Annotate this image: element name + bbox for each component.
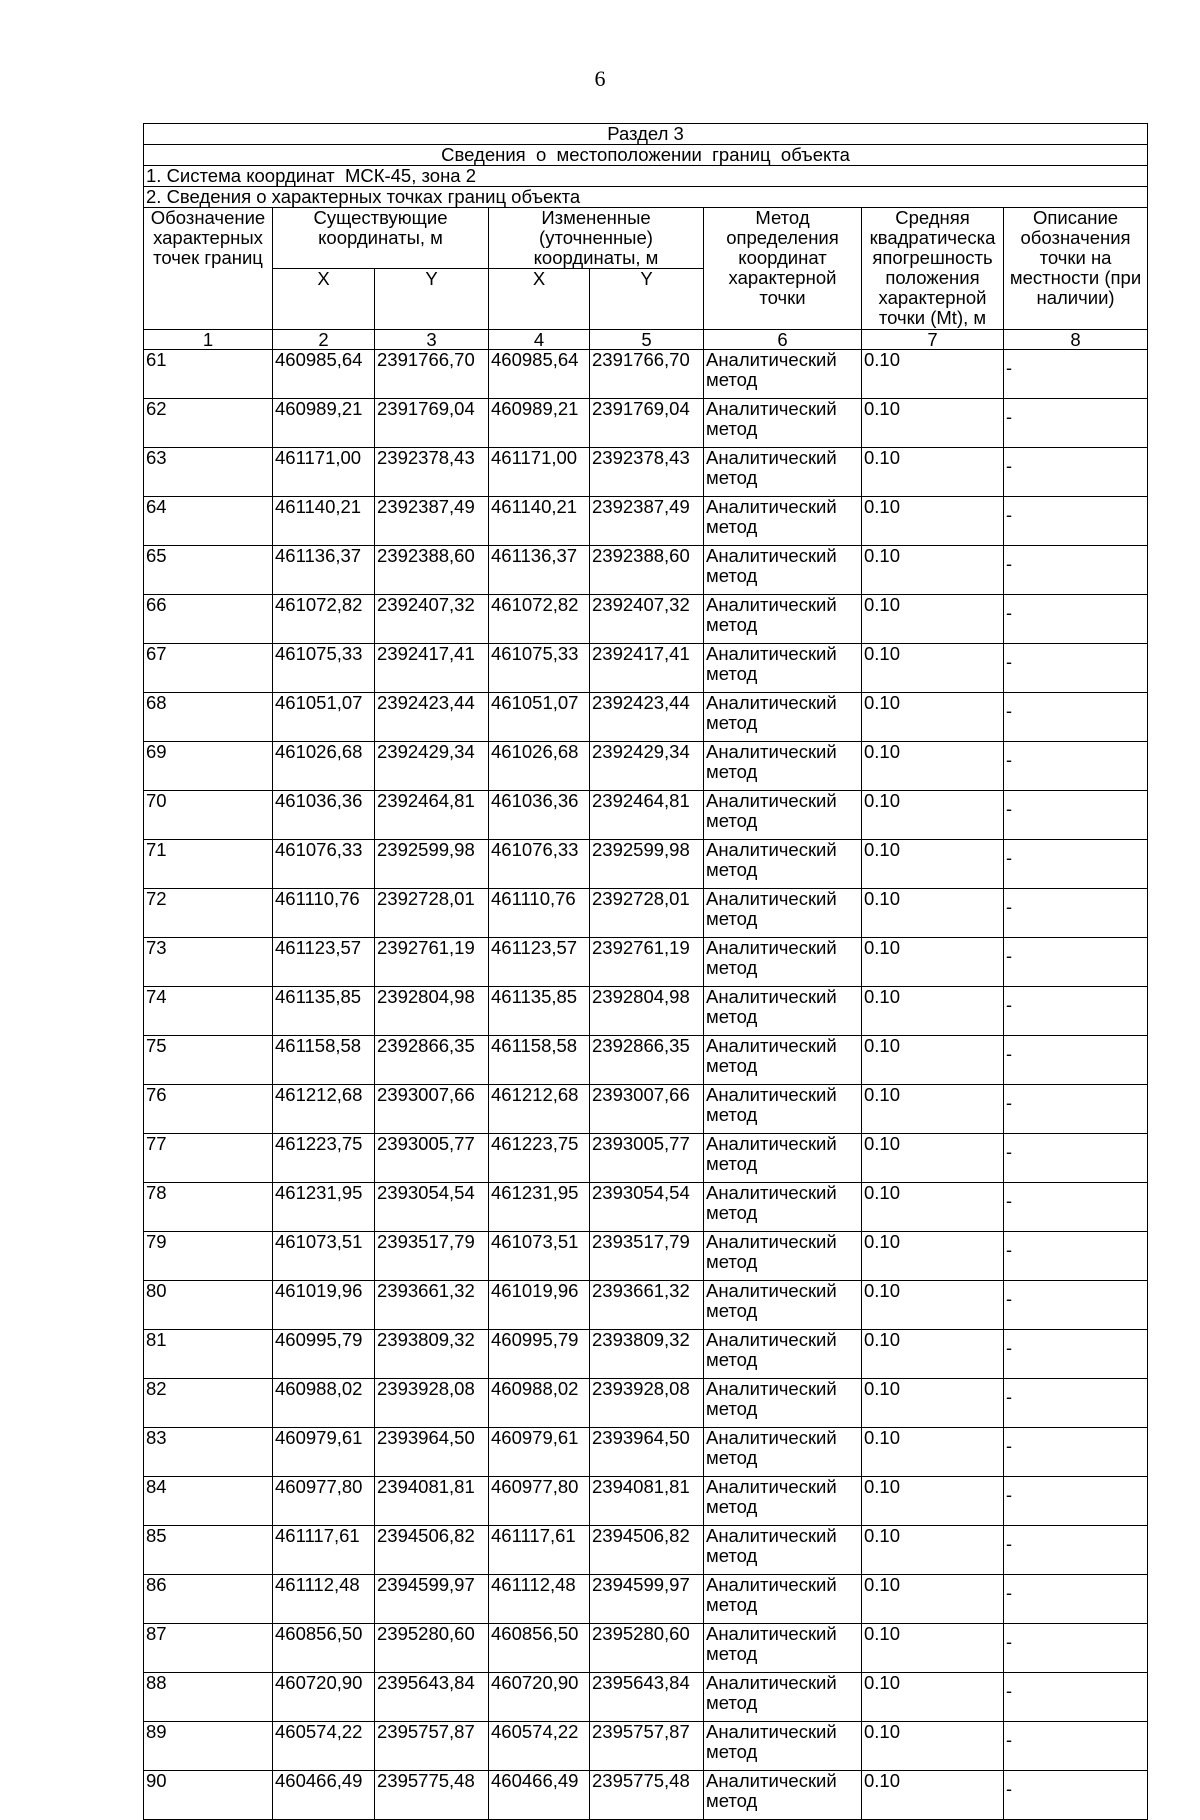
changed-y: 2393007,66: [590, 1085, 704, 1134]
changed-x: 460988,02: [489, 1379, 590, 1428]
existing-x: 461112,48: [273, 1575, 375, 1624]
column-number-row: [144, 330, 1148, 350]
table-row: [144, 987, 1148, 1036]
changed-x: 460979,61: [489, 1428, 590, 1477]
method: Аналитический метод: [704, 1134, 862, 1183]
existing-x: 460979,61: [273, 1428, 375, 1477]
existing-x: 461075,33: [273, 644, 375, 693]
existing-x: 461036,36: [273, 791, 375, 840]
table-row: [144, 742, 1148, 791]
point-number: 90: [144, 1771, 273, 1820]
changed-y: 2392761,19: [590, 938, 704, 987]
table-row: [144, 1085, 1148, 1134]
point-number: 70: [144, 791, 273, 840]
changed-x: 461019,96: [489, 1281, 590, 1330]
points-heading: 2. Сведения о характерных точках границ объекта: [144, 187, 1148, 208]
point-description: -: [1004, 1134, 1148, 1183]
mean-error: 0.10: [862, 1477, 1004, 1526]
point-number: 86: [144, 1575, 273, 1624]
method: Аналитический метод: [704, 1624, 862, 1673]
changed-y: 2391769,04: [590, 399, 704, 448]
table-title: Сведения о местоположении границ объекта: [144, 145, 1148, 166]
changed-y: 2393517,79: [590, 1232, 704, 1281]
mean-error: 0.10: [862, 791, 1004, 840]
table-row: [144, 791, 1148, 840]
point-description: -: [1004, 350, 1148, 399]
table-row: [144, 938, 1148, 987]
point-number: 81: [144, 1330, 273, 1379]
changed-y: 2395757,87: [590, 1722, 704, 1771]
boundary-points-table: [143, 123, 1148, 1820]
method: Аналитический метод: [704, 889, 862, 938]
column-number: 2: [273, 330, 375, 350]
existing-y: 2393007,66: [375, 1085, 489, 1134]
method: Аналитический метод: [704, 448, 862, 497]
method: Аналитический метод: [704, 1477, 862, 1526]
header-error: Средняя квадратическа япогрешность положения характерной точки (Mt), м: [862, 208, 1004, 330]
changed-x: 461051,07: [489, 693, 590, 742]
table-row: [144, 889, 1148, 938]
changed-x: 461117,61: [489, 1526, 590, 1575]
table-row: [144, 448, 1148, 497]
point-description: -: [1004, 1428, 1148, 1477]
existing-x: 460720,90: [273, 1673, 375, 1722]
point-description: -: [1004, 399, 1148, 448]
point-description: -: [1004, 1085, 1148, 1134]
method: Аналитический метод: [704, 595, 862, 644]
changed-y: 2391766,70: [590, 350, 704, 399]
changed-x: 461223,75: [489, 1134, 590, 1183]
changed-y: 2392804,98: [590, 987, 704, 1036]
existing-y: 2392423,44: [375, 693, 489, 742]
changed-x: 460856,50: [489, 1624, 590, 1673]
mean-error: 0.10: [862, 1379, 1004, 1428]
mean-error: 0.10: [862, 987, 1004, 1036]
mean-error: 0.10: [862, 399, 1004, 448]
method: Аналитический метод: [704, 1379, 862, 1428]
method: Аналитический метод: [704, 742, 862, 791]
existing-y: 2394599,97: [375, 1575, 489, 1624]
point-number: 72: [144, 889, 273, 938]
existing-x: 460989,21: [273, 399, 375, 448]
existing-x: 460574,22: [273, 1722, 375, 1771]
header-x-existing: X: [273, 269, 375, 330]
point-number: 62: [144, 399, 273, 448]
changed-x: 461231,95: [489, 1183, 590, 1232]
header-designation: Обозначение характерных точек границ: [144, 208, 273, 330]
existing-y: 2395643,84: [375, 1673, 489, 1722]
point-description: -: [1004, 546, 1148, 595]
point-number: 61: [144, 350, 273, 399]
table-row: [144, 1281, 1148, 1330]
method: Аналитический метод: [704, 987, 862, 1036]
existing-y: 2392728,01: [375, 889, 489, 938]
changed-x: 461026,68: [489, 742, 590, 791]
existing-y: 2392388,60: [375, 546, 489, 595]
point-number: 73: [144, 938, 273, 987]
point-description: -: [1004, 1477, 1148, 1526]
existing-x: 461110,76: [273, 889, 375, 938]
mean-error: 0.10: [862, 350, 1004, 399]
existing-x: 461223,75: [273, 1134, 375, 1183]
point-description: -: [1004, 1281, 1148, 1330]
mean-error: 0.10: [862, 1085, 1004, 1134]
existing-y: 2392761,19: [375, 938, 489, 987]
table-row: [144, 1428, 1148, 1477]
header-description: Описание обозначения точки на местности (при наличии): [1004, 208, 1148, 330]
existing-x: 460466,49: [273, 1771, 375, 1820]
existing-y: 2393964,50: [375, 1428, 489, 1477]
header-y-changed: Y: [590, 269, 704, 330]
existing-x: 461136,37: [273, 546, 375, 595]
point-description: -: [1004, 693, 1148, 742]
section-title: Раздел 3: [144, 124, 1148, 145]
mean-error: 0.10: [862, 448, 1004, 497]
changed-y: 2392866,35: [590, 1036, 704, 1085]
changed-y: 2392407,32: [590, 595, 704, 644]
point-description: -: [1004, 987, 1148, 1036]
point-number: 88: [144, 1673, 273, 1722]
point-number: 85: [144, 1526, 273, 1575]
column-number: 7: [862, 330, 1004, 350]
point-number: 68: [144, 693, 273, 742]
changed-y: 2392423,44: [590, 693, 704, 742]
changed-x: 460989,21: [489, 399, 590, 448]
method: Аналитический метод: [704, 693, 862, 742]
changed-y: 2393809,32: [590, 1330, 704, 1379]
existing-y: 2392429,34: [375, 742, 489, 791]
existing-y: 2393809,32: [375, 1330, 489, 1379]
existing-y: 2393661,32: [375, 1281, 489, 1330]
point-number: 63: [144, 448, 273, 497]
table-row: [144, 1624, 1148, 1673]
point-number: 67: [144, 644, 273, 693]
table-row: [144, 1477, 1148, 1526]
changed-y: 2395280,60: [590, 1624, 704, 1673]
mean-error: 0.10: [862, 1232, 1004, 1281]
mean-error: 0.10: [862, 1428, 1004, 1477]
changed-y: 2393964,50: [590, 1428, 704, 1477]
point-description: -: [1004, 1232, 1148, 1281]
point-number: 84: [144, 1477, 273, 1526]
table-row: [144, 350, 1148, 399]
existing-x: 461231,95: [273, 1183, 375, 1232]
existing-y: 2393517,79: [375, 1232, 489, 1281]
column-number: 3: [375, 330, 489, 350]
method: Аналитический метод: [704, 399, 862, 448]
point-description: -: [1004, 1575, 1148, 1624]
mean-error: 0.10: [862, 938, 1004, 987]
point-description: -: [1004, 1183, 1148, 1232]
point-description: -: [1004, 1722, 1148, 1771]
mean-error: 0.10: [862, 889, 1004, 938]
method: Аналитический метод: [704, 1428, 862, 1477]
mean-error: 0.10: [862, 1526, 1004, 1575]
table-row: [144, 1036, 1148, 1085]
changed-y: 2392378,43: [590, 448, 704, 497]
changed-x: 460977,80: [489, 1477, 590, 1526]
changed-x: 461123,57: [489, 938, 590, 987]
changed-x: 461110,76: [489, 889, 590, 938]
point-description: -: [1004, 644, 1148, 693]
mean-error: 0.10: [862, 1281, 1004, 1330]
method: Аналитический метод: [704, 1771, 862, 1820]
changed-y: 2392387,49: [590, 497, 704, 546]
column-number: 6: [704, 330, 862, 350]
point-number: 78: [144, 1183, 273, 1232]
table-row: [144, 1526, 1148, 1575]
header-x-changed: X: [489, 269, 590, 330]
point-description: -: [1004, 1379, 1148, 1428]
existing-y: 2394081,81: [375, 1477, 489, 1526]
point-number: 80: [144, 1281, 273, 1330]
table-row: [144, 1673, 1148, 1722]
point-number: 64: [144, 497, 273, 546]
existing-y: 2392464,81: [375, 791, 489, 840]
point-number: 89: [144, 1722, 273, 1771]
method: Аналитический метод: [704, 791, 862, 840]
changed-y: 2392429,34: [590, 742, 704, 791]
changed-x: 461075,33: [489, 644, 590, 693]
method: Аналитический метод: [704, 1526, 862, 1575]
column-number: 1: [144, 330, 273, 350]
point-number: 75: [144, 1036, 273, 1085]
changed-x: 460574,22: [489, 1722, 590, 1771]
changed-y: 2395643,84: [590, 1673, 704, 1722]
point-description: -: [1004, 595, 1148, 644]
existing-y: 2391769,04: [375, 399, 489, 448]
point-number: 77: [144, 1134, 273, 1183]
method: Аналитический метод: [704, 546, 862, 595]
method: Аналитический метод: [704, 938, 862, 987]
existing-y: 2392599,98: [375, 840, 489, 889]
changed-x: 461212,68: [489, 1085, 590, 1134]
mean-error: 0.10: [862, 742, 1004, 791]
changed-x: 460720,90: [489, 1673, 590, 1722]
changed-x: 460985,64: [489, 350, 590, 399]
changed-y: 2395775,48: [590, 1771, 704, 1820]
point-number: 74: [144, 987, 273, 1036]
existing-x: 460988,02: [273, 1379, 375, 1428]
existing-y: 2391766,70: [375, 350, 489, 399]
method: Аналитический метод: [704, 497, 862, 546]
table-row: [144, 840, 1148, 889]
mean-error: 0.10: [862, 1183, 1004, 1232]
point-description: -: [1004, 497, 1148, 546]
table-row: [144, 1771, 1148, 1820]
changed-y: 2392417,41: [590, 644, 704, 693]
method: Аналитический метод: [704, 1281, 862, 1330]
mean-error: 0.10: [862, 497, 1004, 546]
mean-error: 0.10: [862, 1330, 1004, 1379]
point-description: -: [1004, 1036, 1148, 1085]
point-number: 87: [144, 1624, 273, 1673]
existing-x: 461123,57: [273, 938, 375, 987]
method: Аналитический метод: [704, 1183, 862, 1232]
existing-x: 460977,80: [273, 1477, 375, 1526]
existing-x: 461076,33: [273, 840, 375, 889]
changed-y: 2392464,81: [590, 791, 704, 840]
existing-x: 461135,85: [273, 987, 375, 1036]
changed-x: 461136,37: [489, 546, 590, 595]
method: Аналитический метод: [704, 644, 862, 693]
mean-error: 0.10: [862, 1036, 1004, 1085]
mean-error: 0.10: [862, 1575, 1004, 1624]
existing-y: 2392417,41: [375, 644, 489, 693]
existing-x: 461073,51: [273, 1232, 375, 1281]
existing-y: 2393005,77: [375, 1134, 489, 1183]
changed-x: 461073,51: [489, 1232, 590, 1281]
table-row: [144, 693, 1148, 742]
existing-y: 2395280,60: [375, 1624, 489, 1673]
table-row: [144, 1379, 1148, 1428]
existing-x: 461072,82: [273, 595, 375, 644]
header-changed-coordinates: Измененные (уточненные) координаты, м: [489, 208, 704, 269]
existing-y: 2392804,98: [375, 987, 489, 1036]
method: Аналитический метод: [704, 1232, 862, 1281]
point-description: -: [1004, 889, 1148, 938]
table-row: [144, 644, 1148, 693]
point-description: -: [1004, 1526, 1148, 1575]
changed-y: 2394599,97: [590, 1575, 704, 1624]
page-number: 6: [594, 66, 606, 91]
header-y-existing: Y: [375, 269, 489, 330]
point-description: -: [1004, 938, 1148, 987]
mean-error: 0.10: [862, 595, 1004, 644]
method: Аналитический метод: [704, 1722, 862, 1771]
changed-x: 461072,82: [489, 595, 590, 644]
changed-x: 461171,00: [489, 448, 590, 497]
existing-x: 461212,68: [273, 1085, 375, 1134]
changed-y: 2393661,32: [590, 1281, 704, 1330]
point-number: 76: [144, 1085, 273, 1134]
table-row: [144, 399, 1148, 448]
changed-x: 461140,21: [489, 497, 590, 546]
changed-x: 461112,48: [489, 1575, 590, 1624]
point-number: 65: [144, 546, 273, 595]
table-row: [144, 1575, 1148, 1624]
point-number: 66: [144, 595, 273, 644]
point-description: -: [1004, 1330, 1148, 1379]
mean-error: 0.10: [862, 1771, 1004, 1820]
changed-y: 2393928,08: [590, 1379, 704, 1428]
method: Аналитический метод: [704, 840, 862, 889]
header-method: Метод определения координат характерной точки: [704, 208, 862, 330]
method: Аналитический метод: [704, 350, 862, 399]
column-number: 5: [590, 330, 704, 350]
existing-y: 2392378,43: [375, 448, 489, 497]
table-row: [144, 546, 1148, 595]
existing-x: 461140,21: [273, 497, 375, 546]
existing-y: 2395775,48: [375, 1771, 489, 1820]
table-row: [144, 497, 1148, 546]
point-description: -: [1004, 1624, 1148, 1673]
mean-error: 0.10: [862, 693, 1004, 742]
existing-x: 461026,68: [273, 742, 375, 791]
changed-y: 2394081,81: [590, 1477, 704, 1526]
changed-y: 2392728,01: [590, 889, 704, 938]
existing-x: 460995,79: [273, 1330, 375, 1379]
existing-y: 2392387,49: [375, 497, 489, 546]
method: Аналитический метод: [704, 1673, 862, 1722]
column-number: 4: [489, 330, 590, 350]
column-number: 8: [1004, 330, 1148, 350]
point-number: 69: [144, 742, 273, 791]
table-row: [144, 1232, 1148, 1281]
changed-x: 461076,33: [489, 840, 590, 889]
table-row: [144, 1330, 1148, 1379]
point-number: 79: [144, 1232, 273, 1281]
mean-error: 0.10: [862, 546, 1004, 595]
table-row: [144, 1722, 1148, 1771]
mean-error: 0.10: [862, 1134, 1004, 1183]
mean-error: 0.10: [862, 1722, 1004, 1771]
point-number: 82: [144, 1379, 273, 1428]
method: Аналитический метод: [704, 1085, 862, 1134]
point-description: -: [1004, 1673, 1148, 1722]
changed-y: 2392599,98: [590, 840, 704, 889]
method: Аналитический метод: [704, 1330, 862, 1379]
table-row: [144, 595, 1148, 644]
mean-error: 0.10: [862, 840, 1004, 889]
changed-x: 460995,79: [489, 1330, 590, 1379]
existing-y: 2393928,08: [375, 1379, 489, 1428]
changed-x: 460466,49: [489, 1771, 590, 1820]
point-description: -: [1004, 448, 1148, 497]
changed-x: 461158,58: [489, 1036, 590, 1085]
coordinate-system: 1. Система координат МСК-45, зона 2: [144, 166, 1148, 187]
method: Аналитический метод: [704, 1036, 862, 1085]
mean-error: 0.10: [862, 1673, 1004, 1722]
existing-x: 461171,00: [273, 448, 375, 497]
changed-x: 461036,36: [489, 791, 590, 840]
point-description: -: [1004, 791, 1148, 840]
changed-y: 2393005,77: [590, 1134, 704, 1183]
mean-error: 0.10: [862, 644, 1004, 693]
table-row: [144, 1183, 1148, 1232]
existing-x: 460985,64: [273, 350, 375, 399]
existing-y: 2393054,54: [375, 1183, 489, 1232]
existing-y: 2392866,35: [375, 1036, 489, 1085]
changed-y: 2393054,54: [590, 1183, 704, 1232]
point-description: -: [1004, 840, 1148, 889]
existing-x: 461051,07: [273, 693, 375, 742]
point-number: 83: [144, 1428, 273, 1477]
table-row: [144, 1134, 1148, 1183]
existing-x: 461158,58: [273, 1036, 375, 1085]
existing-x: 460856,50: [273, 1624, 375, 1673]
point-description: -: [1004, 1771, 1148, 1820]
changed-y: 2392388,60: [590, 546, 704, 595]
header-existing-coordinates: Существующие координаты, м: [273, 208, 489, 269]
changed-y: 2394506,82: [590, 1526, 704, 1575]
existing-y: 2395757,87: [375, 1722, 489, 1771]
changed-x: 461135,85: [489, 987, 590, 1036]
existing-x: 461117,61: [273, 1526, 375, 1575]
existing-y: 2394506,82: [375, 1526, 489, 1575]
existing-y: 2392407,32: [375, 595, 489, 644]
point-description: -: [1004, 742, 1148, 791]
point-number: 71: [144, 840, 273, 889]
existing-x: 461019,96: [273, 1281, 375, 1330]
mean-error: 0.10: [862, 1624, 1004, 1673]
method: Аналитический метод: [704, 1575, 862, 1624]
